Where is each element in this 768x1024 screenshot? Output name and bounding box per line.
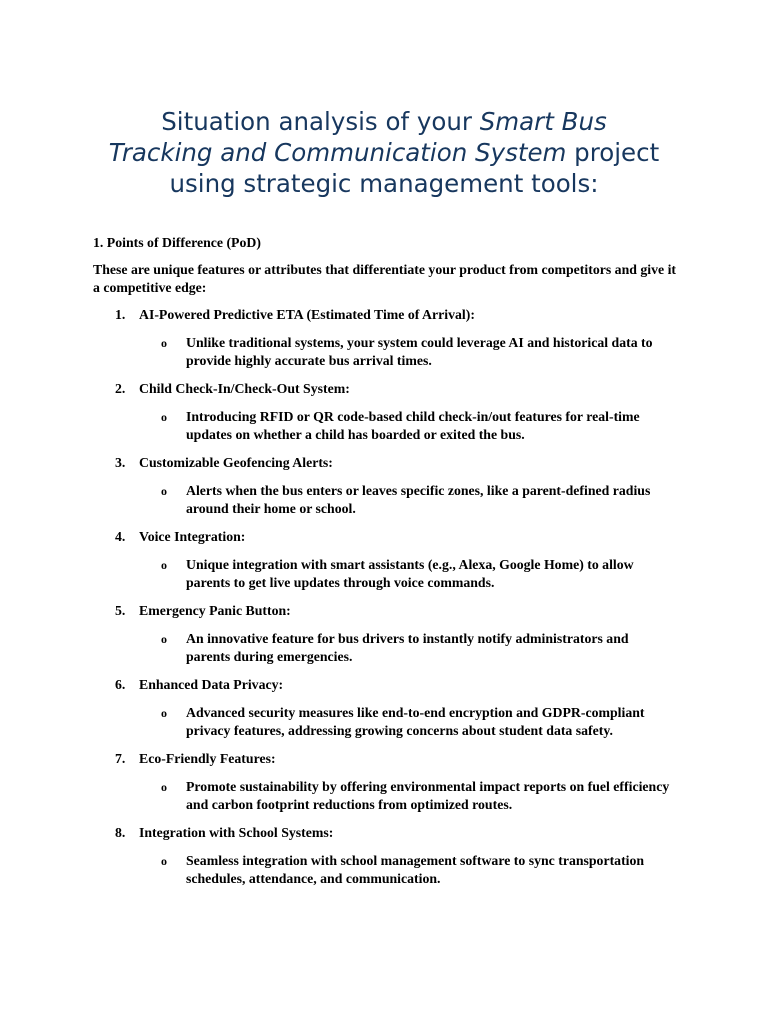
section-intro: These are unique features or attributes that differentiate your product from competitors and give it a competitive edge: [93,262,676,295]
circle-bullet-icon: o [161,706,167,720]
title-line-3: using strategic management tools: [169,169,599,198]
list-item-heading-text: AI-Powered Predictive ETA (Estimated Time of Arrival): [139,307,475,322]
title-line-2-italic: Tracking and Communication System [108,138,567,167]
list-item-detail [93,778,683,814]
circle-bullet-icon: o [161,336,167,350]
circle-bullet-icon: o [161,780,167,794]
list-item [93,824,683,888]
section-heading: 1. Points of Difference (PoD) [93,235,261,250]
title-line-1-italic: Smart Bus [479,107,607,136]
list-item-detail [93,334,683,370]
list-item [93,676,683,740]
list-item-detail-text: Unique integration with smart assistants (e.g., Alexa, Google Home) to allow parents to get live updates through voice commands. [186,557,634,590]
list-item-number: 6. [115,677,126,692]
circle-bullet-icon: o [161,484,167,498]
title-line-1 [60,106,708,137]
list-item-number: 5. [115,603,126,618]
list-item-number: 7. [115,751,126,766]
list-item-detail [93,852,683,888]
list-item-heading [93,824,683,842]
list-item-heading [93,602,683,620]
list-item-heading [93,528,683,546]
list-item-detail [93,630,683,666]
document-body [93,234,683,898]
circle-bullet-icon: o [161,558,167,572]
list-item-heading-text: Voice Integration: [139,529,246,544]
list-item-heading [93,750,683,768]
circle-bullet-icon: o [161,854,167,868]
list-item-heading-text: Enhanced Data Privacy: [139,677,284,692]
list-item-heading [93,676,683,694]
list-item-number: 4. [115,529,126,544]
list-item [93,750,683,814]
list-item-heading-text: Child Check-In/Check-Out System: [139,381,350,396]
list-item-heading-text: Emergency Panic Button: [139,603,291,618]
list-item-detail-text: An innovative feature for bus drivers to instantly notify administrators and parents during emergencies. [186,631,629,664]
list-item-detail-text: Advanced security measures like end-to-end encryption and GDPR-compliant privacy features, addressing growing concerns about student data safety. [186,705,645,738]
list-item-heading-text: Eco-Friendly Features: [139,751,276,766]
title-line-2-suffix: project [566,138,660,167]
list-item-detail [93,704,683,740]
list-item-number: 3. [115,455,126,470]
list-item-detail [93,482,683,518]
title-line-2 [60,137,708,168]
list-item-detail [93,556,683,592]
circle-bullet-icon: o [161,632,167,646]
list-item-detail-text: Unlike traditional systems, your system could leverage AI and historical data to provide highly accurate bus arrival times. [186,335,653,368]
list-item-detail-text: Introducing RFID or QR code-based child check-in/out features for real-time updates on whether a child has boarded or exited the bus. [186,409,640,442]
list-item-detail-text: Alerts when the bus enters or leaves specific zones, like a parent-defined radius around their home or school. [186,483,651,516]
list-item [93,380,683,444]
list-item-heading [93,306,683,324]
list-item-heading [93,454,683,472]
list-item-detail [93,408,683,444]
pod-list [93,306,683,888]
list-item [93,306,683,370]
list-item [93,454,683,518]
list-item [93,602,683,666]
page-title [60,106,708,199]
list-item-heading-text: Customizable Geofencing Alerts: [139,455,333,470]
list-item-detail-text: Seamless integration with school management software to sync transportation schedules, attendance, and communication. [186,853,645,886]
list-item-detail-text: Promote sustainability by offering environmental impact reports on fuel efficiency and carbon footprint reductions from optimized routes. [186,779,670,812]
list-item-number: 1. [115,307,126,322]
list-item-number: 8. [115,825,126,840]
list-item-heading [93,380,683,398]
title-line-1-prefix: Situation analysis of your [161,107,480,136]
circle-bullet-icon: o [161,410,167,424]
list-item-heading-text: Integration with School Systems: [139,825,334,840]
list-item [93,528,683,592]
list-item-number: 2. [115,381,126,396]
